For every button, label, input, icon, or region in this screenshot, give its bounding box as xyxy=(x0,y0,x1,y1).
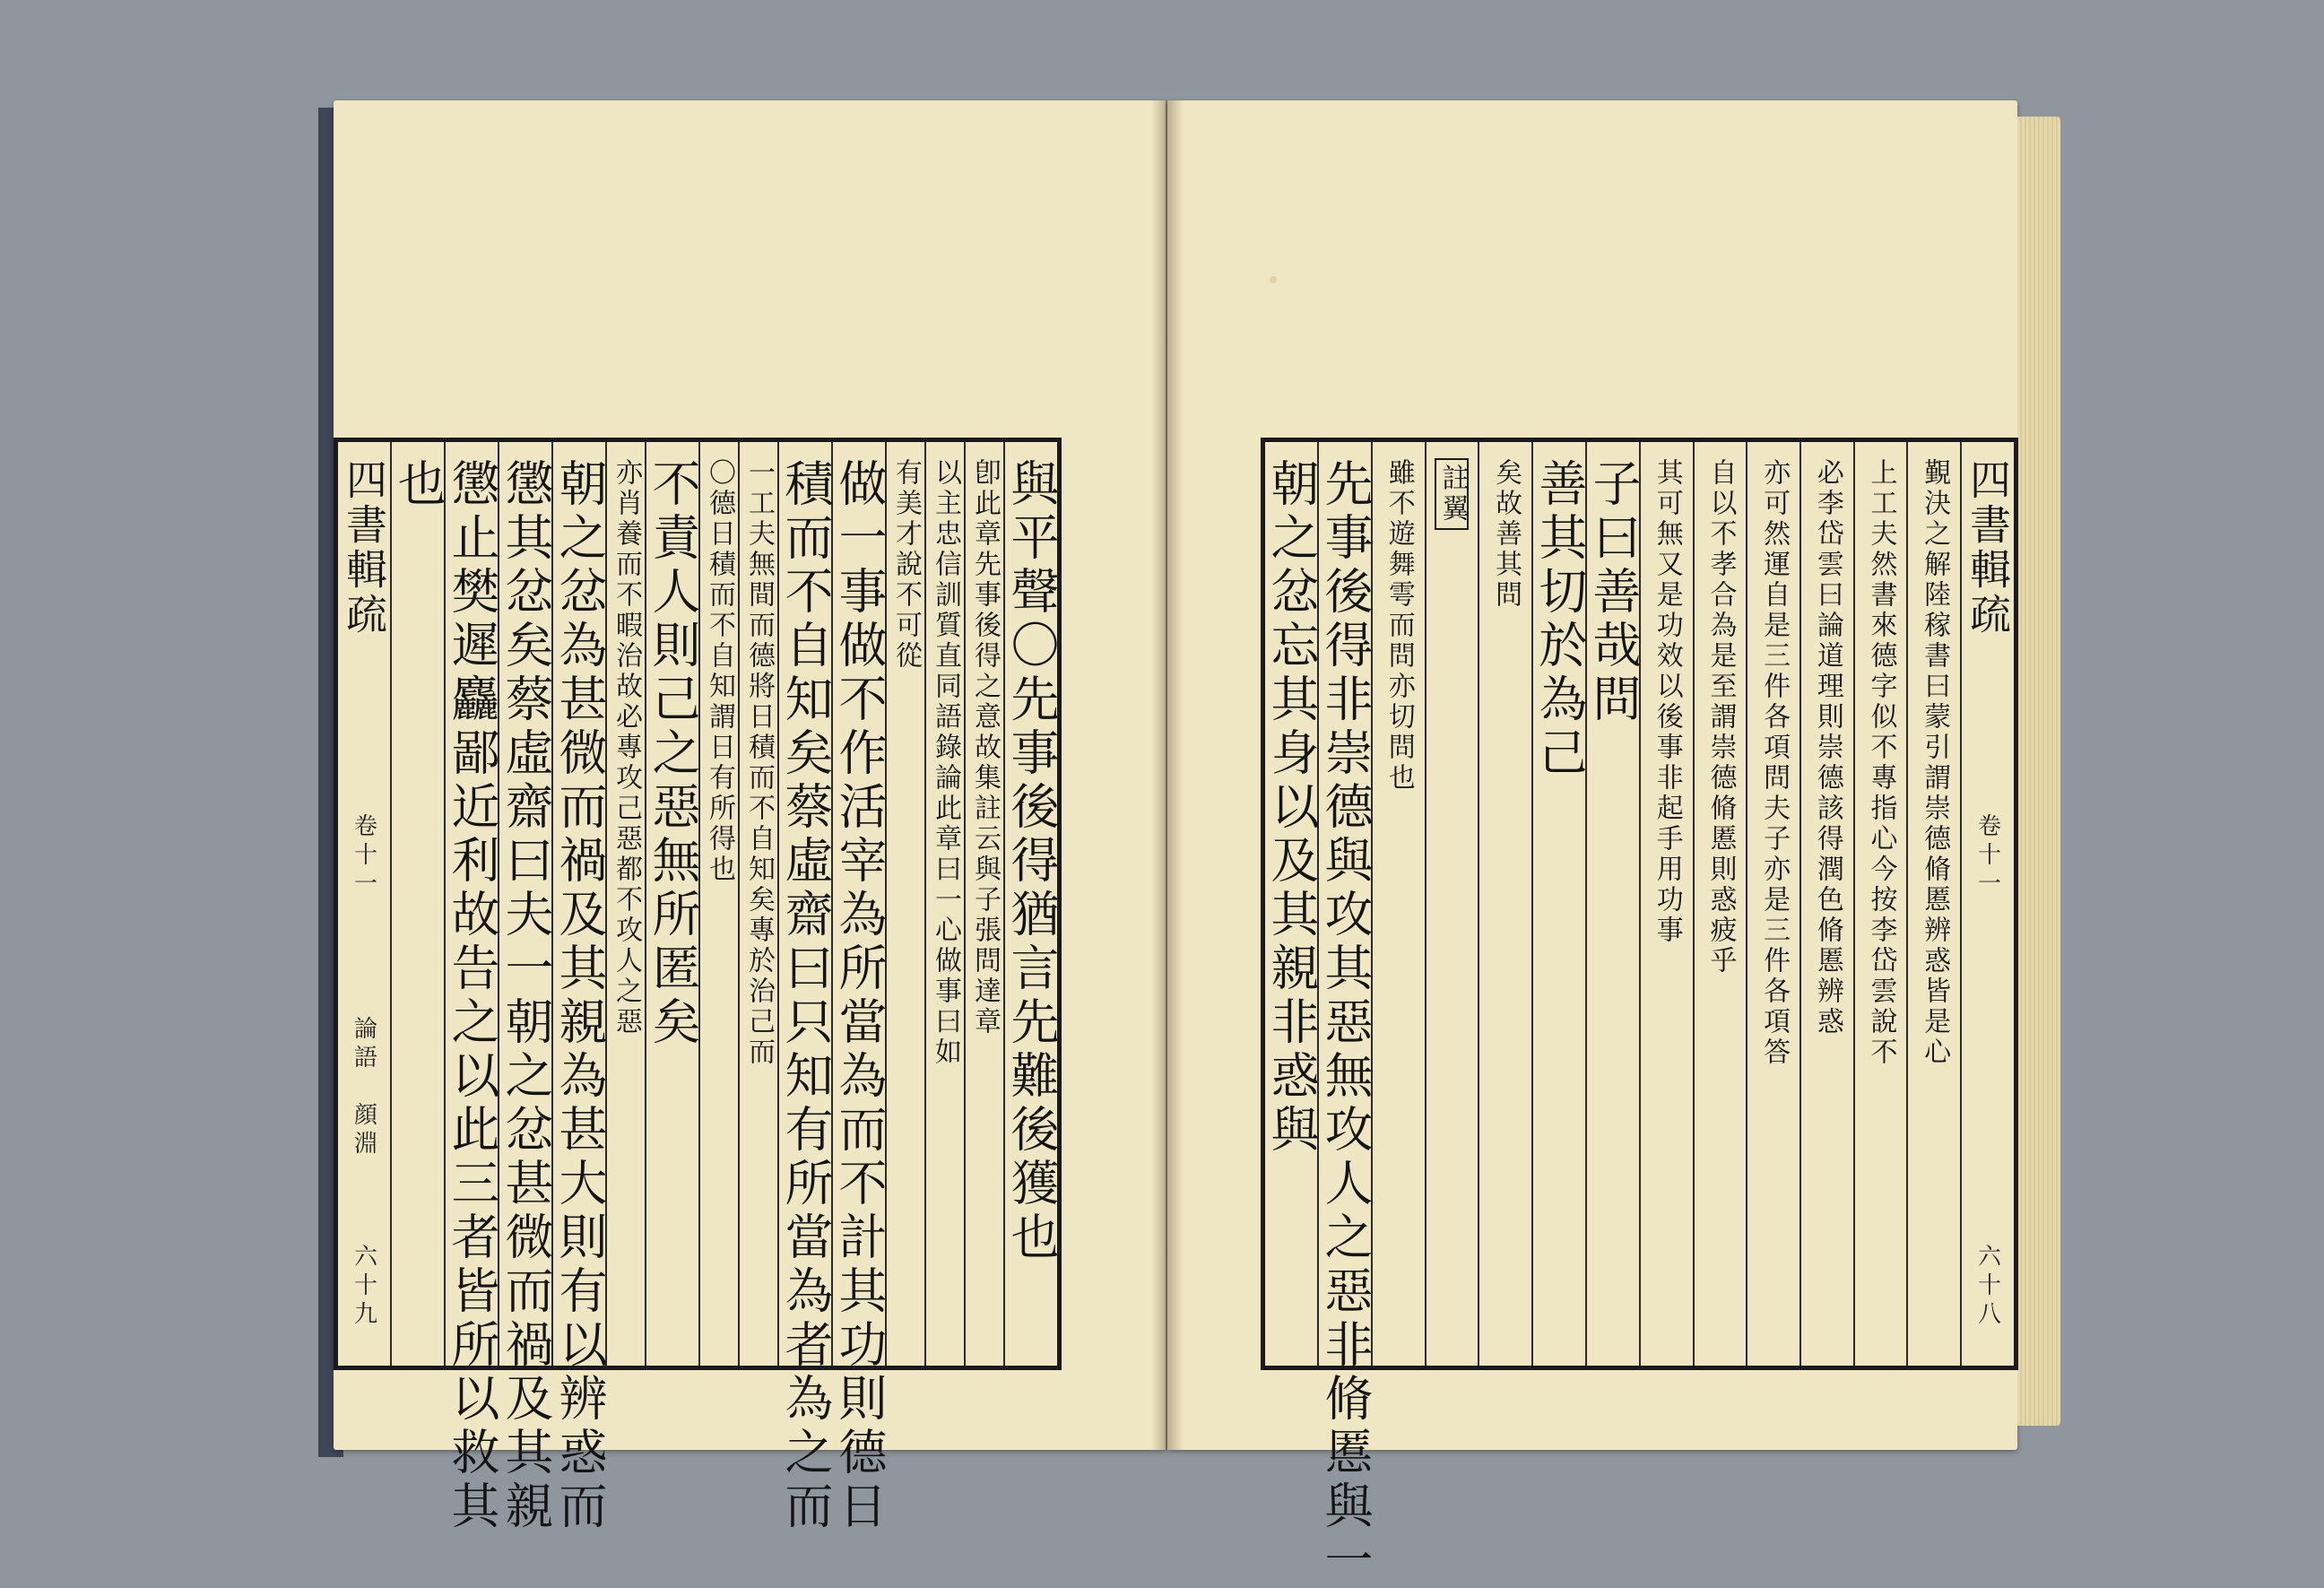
text-column xyxy=(1746,442,1799,1366)
text-column xyxy=(444,442,500,1534)
margin-volume: 卷十一 xyxy=(350,813,377,899)
text-column xyxy=(698,442,738,1366)
margin-column xyxy=(338,442,390,1366)
column-text: 朝之忿為甚微而禍及其親為甚大則有以辨惑而 xyxy=(551,458,608,1534)
text-column xyxy=(551,442,608,1534)
margin-column xyxy=(1960,442,2014,1366)
page-edges xyxy=(2017,117,2060,1426)
text-column xyxy=(964,442,1003,1366)
margin-title: 四書輯疏 xyxy=(340,458,388,638)
column-text: 朝之忿忘其身以及其親非惑與 xyxy=(1262,458,1320,1158)
column-text: 子曰善哉問 xyxy=(1584,458,1642,727)
text-column xyxy=(1316,442,1374,1588)
column-text: 覲決之解陸稼書曰蒙引謂崇德脩慝辨惑皆是心 xyxy=(1919,458,1951,1068)
column-text: 先事後得非崇德與攻其惡無攻人之惡非脩慝與一 xyxy=(1316,458,1374,1588)
text-column xyxy=(777,442,834,1534)
column-text: 與平聲〇先事後得猶言先難後獲也 xyxy=(1003,458,1060,1265)
margin-volume: 卷十一 xyxy=(1973,813,2001,899)
column-text: 必李岱雲曰論道理則崇德該得潤色脩慝辨惑 xyxy=(1811,458,1843,1037)
column-text: 積而不自知矣蔡虛齋曰只知有所當為者為之而 xyxy=(777,458,834,1534)
text-column xyxy=(605,442,645,1366)
text-column xyxy=(1531,442,1588,1366)
column-text: 〇德日積而不自知謂日有所得也 xyxy=(704,458,735,885)
margin-folio: 六十八 xyxy=(1973,1244,2001,1330)
column-text: 懲其忿矣蔡虛齋曰夫一朝之忿甚微而禍及其親 xyxy=(498,458,554,1534)
ink-spot xyxy=(1270,276,1277,283)
text-column xyxy=(1425,442,1479,1366)
margin-folio: 六十九 xyxy=(350,1244,377,1330)
text-column xyxy=(831,442,888,1534)
text-column xyxy=(1371,442,1425,1366)
text-column xyxy=(1799,442,1853,1366)
margin-title: 四書輯疏 xyxy=(1964,458,2012,638)
text-column xyxy=(1584,442,1642,1366)
left-text-frame xyxy=(334,438,1062,1534)
column-text: 上工夫然書來德字似不專指心今按李岱雲說不 xyxy=(1865,458,1897,1068)
column-text: 其可無又是功效以後事非起手用功事 xyxy=(1651,458,1683,946)
column-text: 善其切於為己 xyxy=(1531,458,1588,781)
text-column xyxy=(645,442,701,1366)
text-column xyxy=(1639,442,1693,1366)
text-column xyxy=(924,442,964,1366)
text-column xyxy=(1003,442,1060,1366)
column-text: 不責人則己之惡無所匿矣 xyxy=(645,458,701,1050)
column-text: 自以不孝合為是至謂崇德脩慝則惑疲乎 xyxy=(1704,458,1737,976)
column-text: 做一事做不作活宰為所當為而不計其功則德日 xyxy=(831,458,888,1534)
right-text-frame xyxy=(1261,438,2018,1588)
column-text: 矣故善其問 xyxy=(1490,458,1522,611)
column-text: 也 xyxy=(390,458,447,512)
text-column xyxy=(390,442,447,1366)
column-text: 雖不遊舞雩而問亦切問也 xyxy=(1383,458,1415,794)
column-text: 一工夫無間而德將日積而不自知矣專於治己而 xyxy=(743,458,775,1068)
column-text: 亦可然運自是三件各項問夫子亦是三件各項答 xyxy=(1758,458,1791,1068)
text-column xyxy=(738,442,777,1366)
text-column xyxy=(885,442,924,1366)
text-column xyxy=(1906,442,1960,1366)
page-gutter xyxy=(1151,100,1184,1450)
column-text: 以主忠信訓質直同語錄論此章曰一心做事曰如 xyxy=(930,458,961,1068)
column-text: 有美才說不可從 xyxy=(890,458,922,672)
text-column xyxy=(1478,442,1531,1366)
column-text: 卽此章先事後得之意故集註云與子張問達章 xyxy=(969,458,1001,1037)
text-column xyxy=(1262,442,1320,1366)
column-text: 亦肖養而不暇治故必專攻己惡都不攻人之惡 xyxy=(611,458,642,1037)
annotation-label: 註翼 xyxy=(1435,458,1469,530)
text-column xyxy=(1853,442,1907,1366)
margin-chapter: 論語 顔淵 xyxy=(350,1016,377,1159)
column-text: 懲止樊遲麤鄙近利故告之以此三者皆所以救其 xyxy=(444,458,500,1534)
text-column xyxy=(1693,442,1747,1366)
text-column xyxy=(498,442,554,1534)
